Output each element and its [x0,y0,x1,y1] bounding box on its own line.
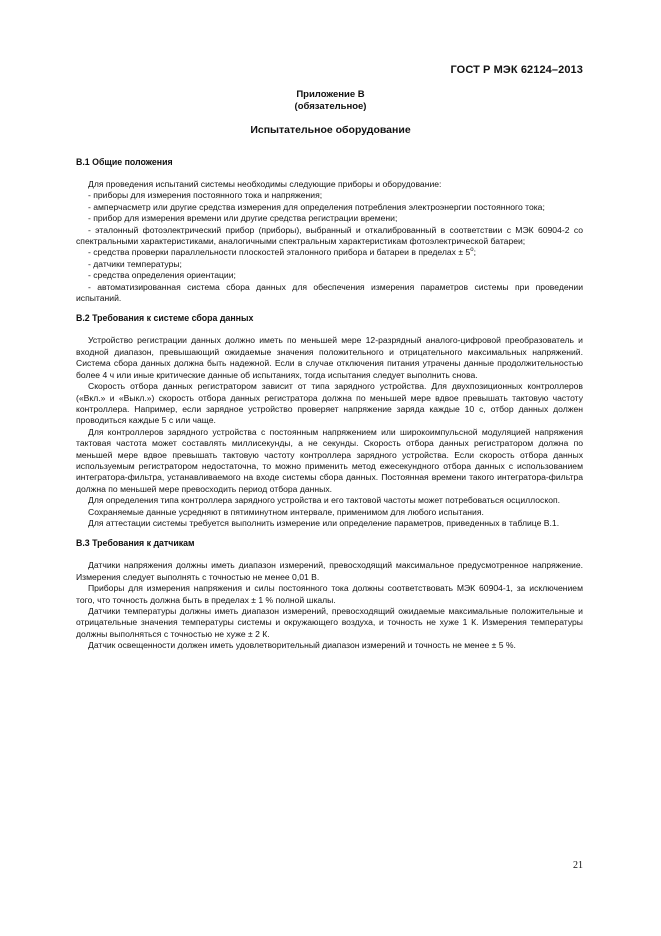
paragraph: Для определения типа контроллера зарядного устройства и его тактовой частоты может потребоваться осциллоскоп. [88,495,561,506]
list-item [76,247,583,258]
paragraph: Устройство регистрации данных должно иметь по меньшей мере 12-разрядный аналого-цифровой преобразователь и входной диапазон, превышающий ожидаемые значения положительного и отрицательного максимальных напряжений. Система сбора данных должна быть надежной. Если в случае отключения питания утрачены данные продолжительностью более 4 ч или иные критические данные об испытаниях, тогда испытания следует выполнить снова. [76,335,583,380]
appendix-title: Приложение В [296,89,365,100]
appendix-label [0,89,661,112]
list-item: - эталонный фотоэлектрический прибор (приборы), выбранный и откалиброванный в соответствии с МЭК 60904-2 со спектральными характеристиками, аналогичными спектральным характеристикам фотоэлектрической батареи; [76,224,583,247]
paragraph: Скорость отбора данных регистратором зависит от типа зарядного устройства. Для двухпозиционных контроллеров («Вкл.» и «Выкл.») скорость отбора данных регистратора должна по меньшей мере вдвое превышать тактовую частоту контроллера. Например, если зарядное устройство проверяет напряжение заряда каждые 10 с, отбор данных должен проводиться каждые 5 с или чаще. [76,381,583,426]
document-number: ГОСТ Р МЭК 62124–2013 [450,64,583,76]
paragraph: Сохраняемые данные усредняют в пятиминутном интервале, применимом для любого испытания. [88,506,484,517]
document-body [76,148,583,652]
list-item: - датчики температуры; [88,258,182,269]
paragraph: Датчик освещенности должен иметь удовлетворительный диапазон измерений и точность не менее ± 5 %. [88,640,516,651]
degree-symbol: о [470,247,474,254]
section-heading-b3: В.3 Требования к датчикам [76,538,195,549]
paragraph: Приборы для измерения напряжения и силы постоянного тока должны соответствовать МЭК 60904-1, за исключением того, что точность должна быть в пределах ± 1 % полной шкалы. [76,583,583,605]
page-number: 21 [573,860,583,871]
section-heading-b2: В.2 Требования к системе сбора данных [76,313,254,324]
appendix-heading: Испытательное оборудование [250,124,411,136]
list-item: - средства определения ориентации; [88,270,236,281]
list-item: - прибор для измерения времени или другие средства регистрации времени; [88,213,398,224]
paragraph: Для проведения испытаний системы необходимы следующие приборы и оборудование: [88,179,442,189]
list-item: - амперчасметр или другие средства измерения для определения потребления электроэнергии постоянного тока; [88,201,545,212]
paragraph: Датчики температуры должны иметь диапазон измерений, превосходящий ожидаемые максимальные положительные и отрицательные значения температуры системы и окружающего воздуха, и точность не хуже 1 К. Измерения температуры должны выполняться с точностью не хуже ± 2 К. [76,606,583,639]
list-item-suffix: ; [473,247,476,258]
list-item: - автоматизированная система сбора данных для обеспечения измерения параметров системы при проведении испытаний. [76,281,583,304]
paragraph: Для аттестации системы требуется выполнить измерение или определение параметров, приведенных в таблице В.1. [88,517,560,528]
list-item-text: - средства проверки параллельности плоскостей эталонного прибора и батареи в пределах ± 5 [88,247,471,258]
paragraph: Для контроллеров зарядного устройства с постоянным напряжением или широкоимпульсной модуляцией напряжения тактовая частота может составлять миллисекунды, а не секунды. Скорость отбора данных регистратором должна по меньшей мере вдвое превышать тактовую частоту контроллера зарядного устройства. Если скорость отбора данных используемым регистратором недостаточна, то можно применить метод ежесекундного отбора данных с использованием интегратора-фильтра, устанавливаемого на входе системы сбора данных. Постоянная времени такого интегратора-фильтра должна по меньшей мере превосходить период отбора данных. [76,426,583,494]
section-heading-b1: В.1 Общие положения [76,157,173,167]
list-item: - приборы для измерения постоянного тока и напряжения; [88,190,323,201]
paragraph: Датчики напряжения должны иметь диапазон измерений, превосходящий максимальное предусмотренное напряжение. Измерения следует выполнять с точностью не менее 0,01 В. [76,560,583,582]
appendix-subtitle: (обязательное) [294,100,367,112]
